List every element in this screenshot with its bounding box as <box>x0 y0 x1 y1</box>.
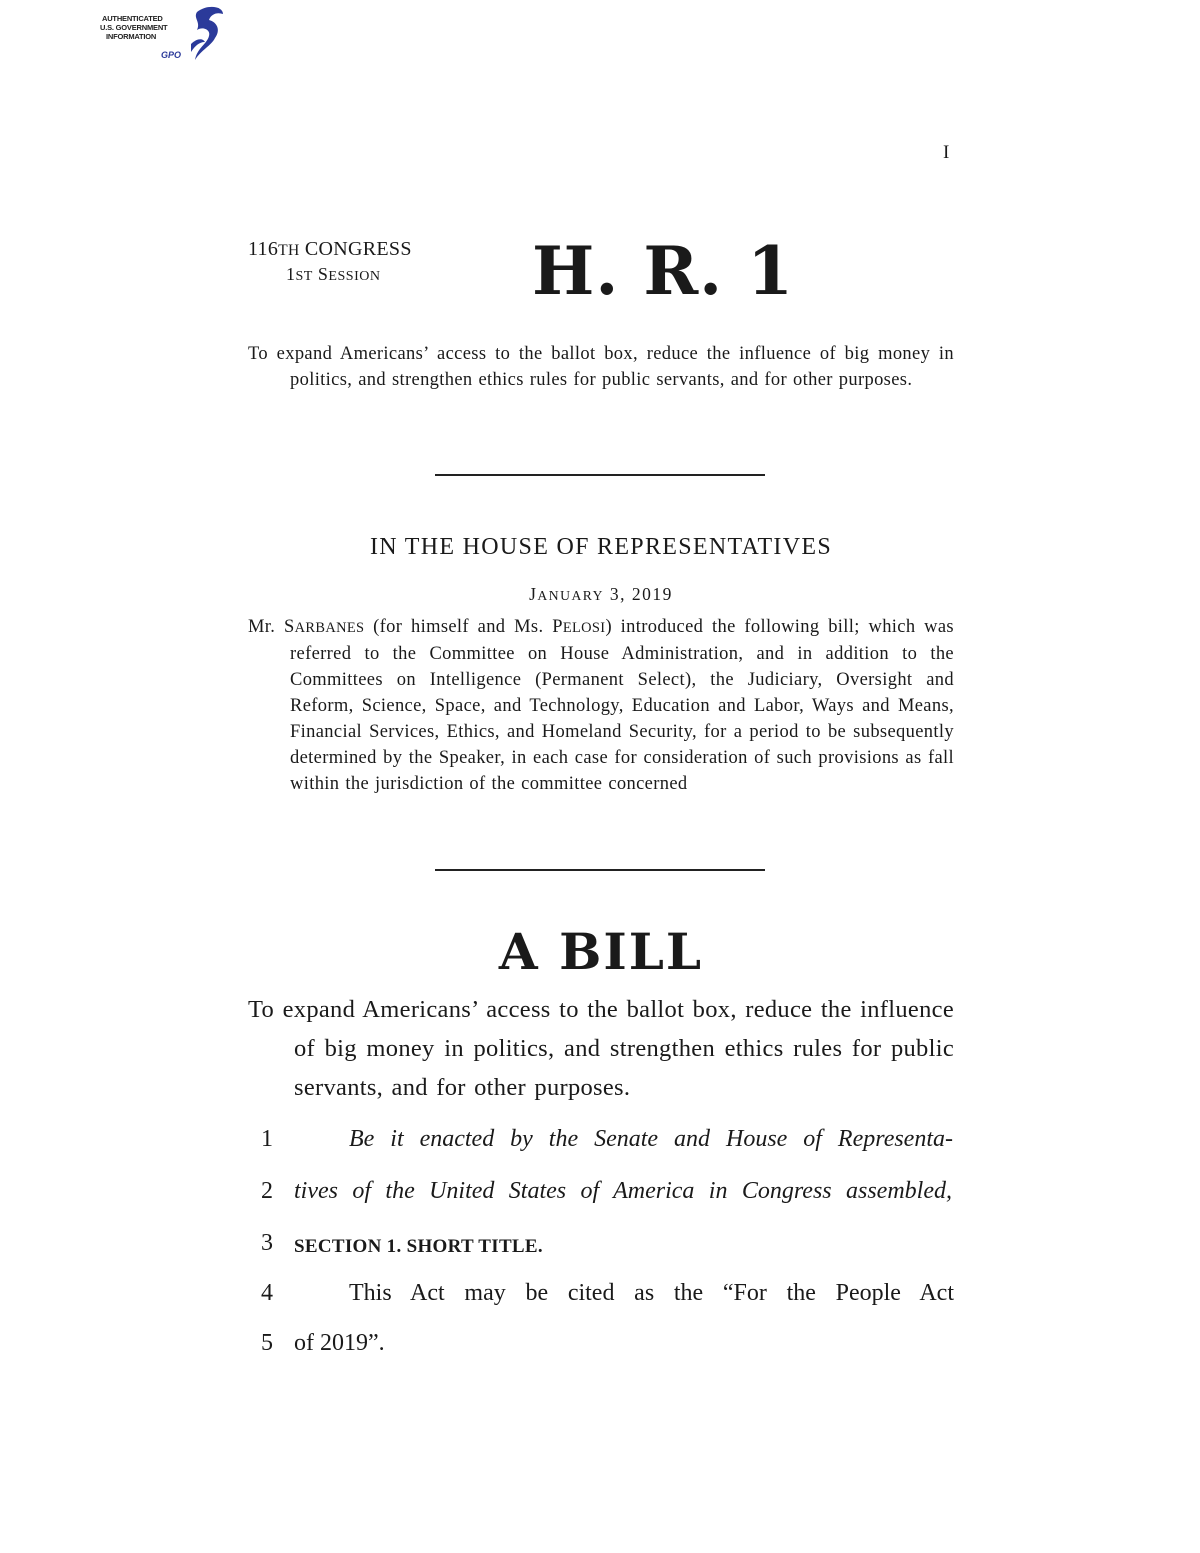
body-line <box>0 1178 1200 1218</box>
cosponsor-initial: P <box>552 617 563 637</box>
enacting-clause-line: tives of the United States of America in Congress assembled, <box>294 1178 952 1204</box>
congress-ordinal: 116 <box>248 238 279 260</box>
cover-title: To expand Americans’ access to the ballot box, reduce the influence of big money in politics, and strengthen ethics rules for public servants, and for other purposes. <box>248 344 954 390</box>
enacting-clause-line: Be it enacted by the Senate and House of Representa- <box>349 1126 953 1152</box>
line-number: 1 <box>261 1126 273 1152</box>
body-line <box>0 1230 1200 1270</box>
a-bill-heading: A BILL <box>498 922 704 981</box>
date-month-initial: J <box>529 584 538 604</box>
date-month-rest: ANUARY <box>537 588 605 603</box>
gpo-authentication-seal <box>98 4 228 72</box>
divider-rule <box>435 474 765 476</box>
body-line <box>0 1126 1200 1166</box>
chamber-heading: IN THE HOUSE OF REPRESENTATIVES <box>370 534 832 560</box>
session-word-rest: ESSION <box>328 268 381 284</box>
session-number <box>286 264 381 285</box>
body-line <box>0 1280 1200 1320</box>
session-suffix: ST <box>295 268 313 284</box>
congress-word: CONGRESS <box>304 238 412 260</box>
introduction-paragraph <box>248 614 954 797</box>
intro-text: ) introduced the following bill; which was referred to the Committee on House Administration, and in addition to the Committees on Intelligence (Permanent Select), the Judiciary, Oversight and Reform, Science, Space, and Technology, Education and Labor, Ways and Means, Financial Services, Ethics, and Homeland Security, for a period to be subsequently determined by the Speaker, in each case for consideration of such provisions as fall within the jurisdiction of the committee concerned <box>290 617 954 794</box>
body-line <box>0 1330 1200 1370</box>
date-rest: 3, 2019 <box>604 584 673 604</box>
long-title: To expand Americans’ access to the ballot box, reduce the influence of big money in politics, and strengthen ethics rules for public servants, and for other purposes. <box>248 996 954 1101</box>
bill-number: H. R. 1 <box>532 232 795 310</box>
line-number: 5 <box>261 1330 273 1356</box>
line-number: 4 <box>261 1280 273 1306</box>
session-ordinal: 1 <box>286 264 296 284</box>
congress-suffix: TH <box>278 242 300 259</box>
sponsor-name-rest: ARBANES <box>294 620 365 636</box>
seal-agency: GPO <box>161 50 182 60</box>
congress-number <box>248 238 412 261</box>
introduction-date <box>248 584 954 605</box>
seal-text-line: INFORMATION <box>106 32 157 41</box>
seal-text-line: U.S. GOVERNMENT <box>100 23 168 32</box>
intro-prefix: Mr. <box>248 617 284 637</box>
section-text-line: This Act may be cited as the “For the People Act <box>349 1280 954 1306</box>
line-number: 3 <box>261 1230 273 1256</box>
section-text-line: of 2019”. <box>294 1330 385 1356</box>
eagle-icon <box>183 4 227 66</box>
line-number: 2 <box>261 1178 273 1204</box>
intro-middle: (for himself and Ms. <box>364 617 553 637</box>
section-heading: SECTION 1. SHORT TITLE. <box>294 1236 543 1257</box>
session-word-initial: S <box>317 264 329 284</box>
seal-text-line: AUTHENTICATED <box>102 14 163 23</box>
cosponsor-name-rest: ELOSI <box>562 620 606 636</box>
sponsor-initial: S <box>284 617 295 637</box>
divider-rule <box>435 869 765 871</box>
document-version: I <box>943 142 950 163</box>
